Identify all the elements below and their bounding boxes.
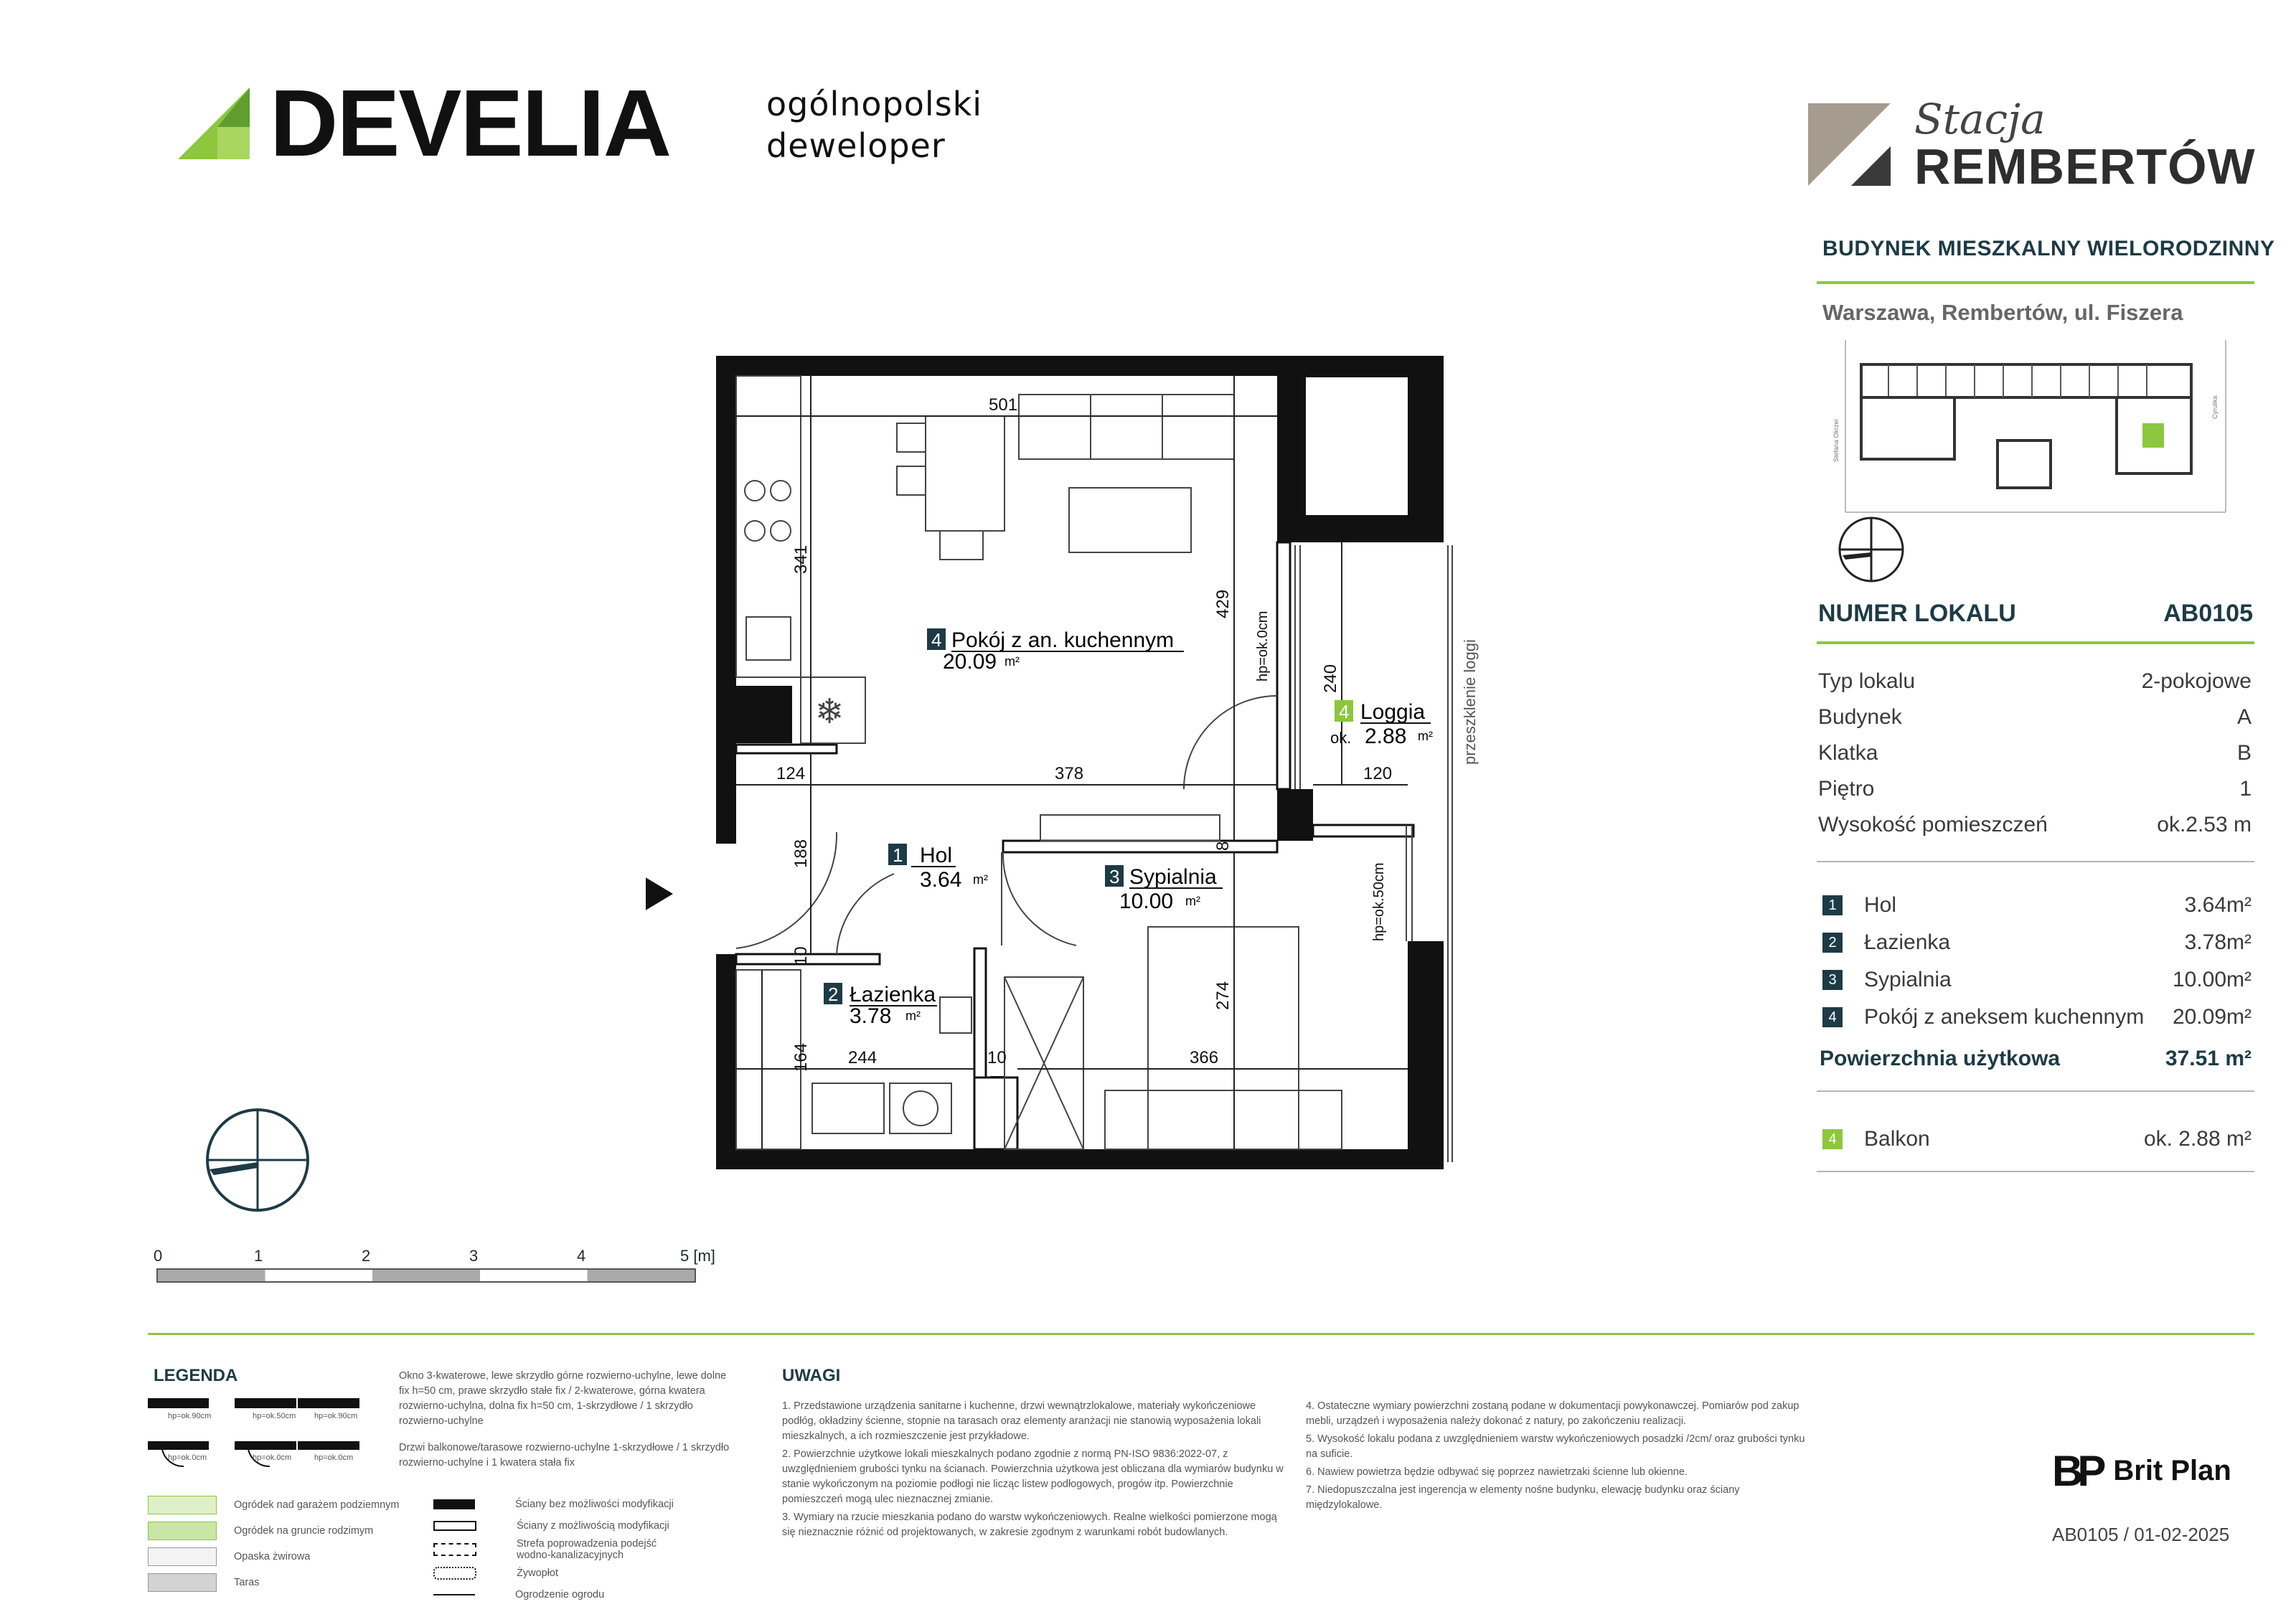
legend-door-note: Drzwi balkonowe/tarasowe rozwierno-uchylne 1-skrzydłowe / 1 skrzydło rozwierno-uchylne i 1 kwatera stała fix	[399, 1442, 730, 1468]
dim-164: 164	[791, 1042, 811, 1072]
bedroom-num: 3	[1109, 866, 1120, 887]
freezer-icon: ❄	[815, 693, 844, 731]
room-row: 4 Pokój z aneksem kuchennym 20.09m²	[1822, 999, 2252, 1036]
scale-tick: 2	[362, 1247, 371, 1265]
project-script: Stacja	[1914, 95, 2046, 143]
divider-details	[1817, 861, 2254, 862]
develia-logo	[178, 70, 723, 176]
bathroom-area: 3.78	[850, 1004, 892, 1028]
develia-tagline	[766, 83, 982, 166]
dim-274: 274	[1213, 981, 1233, 1010]
building-address: Warszawa, Rembertów, ul. Fiszera	[1822, 300, 2183, 325]
britplan-logo	[2052, 1446, 2231, 1496]
notes-col-1: 1. Przedstawione urządzenia sanitarne i kuchenne, drzwi wewnątrzlokalowe, materiały wykończeniowe podłóg, okładziny ścienne, stopnie na tarasach oraz elementy aranżacji nie stanowią wyposażenia lokali mieszkalnych, a ich rozmieszczenie jest przykładowe. 2. Powierzchnie użytkowe lokali mieszkalnych podano zgodnie z normą PN-ISO 9836:2022-07, z uwzględnieniem grubości tynku na ścianach. Powierzchnia użytkowa jest obliczana dla wymiarów budynku w stanie wykończonym na poziomie podłogi nie licząc listew podłogowych, progów itp. Powierzchnie pomieszczeń mogą ulec nieznacznej zmianie. 3. Wymiary na rzucie mieszkania podano do warstw wykończeniowych. Realne wielkości pomierzone mogą się nieznacznie różnić od projektowanych, w zakresie zgodnym z warunkami robót budowlanych.	[782, 1400, 1284, 1538]
bedroom-name: Sypialnia	[1129, 865, 1217, 889]
hall-name: Hol	[920, 844, 953, 867]
unit-number: AB0105	[2163, 600, 2253, 627]
loggia-area: 2.88	[1365, 725, 1407, 748]
entrance-arrow-icon	[646, 877, 673, 911]
dim-8: 8	[1213, 841, 1233, 851]
notes-title: UWAGI	[782, 1366, 841, 1385]
loggia-num: 4	[1339, 701, 1350, 722]
unit-number-label: NUMER LOKALU	[1818, 600, 2016, 627]
divider-footer	[148, 1333, 2254, 1335]
dim-240: 240	[1321, 664, 1340, 693]
building-type: BUDYNEK MIESZKALNY WIELORODZINNY	[1822, 237, 2275, 260]
dim-341: 341	[791, 544, 811, 574]
divider-unit	[1817, 641, 2254, 644]
living-name: Pokój z an. kuchennym	[951, 628, 1175, 652]
document-code: AB0105 / 01-02-2025	[2052, 1524, 2230, 1545]
dim-366: 366	[1190, 1048, 1219, 1067]
room-list	[1822, 887, 2252, 1078]
divider-balcony	[1817, 1171, 2254, 1172]
notes-col-2: 4. Ostateczne wymiary powierzchni zostaną podane w dokumentacji powykonawczej. Pomiarów pod zakup mebli, urządzeń i wyposażenia należy dokonać z natury, po zakończeniu realizacji. 5. Wysokość lokalu podana z uwzględnieniem warstw wykończeniowych posadzki /2cm/ oraz grubości tynku na suficie. 6. Nawiew powietrza będzie odbywać się poprzez nawietrzaki ścienne lub okienne. 7. Niedopuszczalna jest ingerencja w elementy nośne budynku, elewację budynku oraz ściany międzylokalowe.	[1306, 1400, 1805, 1511]
legend-lines: Ściany bez możliwości modyfikacji Ściany z możliwością modyfikacji Strefa poprowadzenia podejść wodno-kanalizacyjnych Żywopłot Ogrodzenie ogrodu	[433, 1494, 735, 1606]
site-street-left: Stefana Okrzei	[1832, 419, 1840, 462]
living-area: 20.09	[943, 650, 997, 674]
dim-10b: 10	[987, 1048, 1007, 1067]
total-row: Powierzchnia użytkowa 37.51 m²	[1820, 1047, 2252, 1070]
living-num: 4	[931, 629, 942, 651]
dim-244: 244	[848, 1048, 878, 1067]
loggia-name: Loggia	[1360, 700, 1426, 724]
site-street-right: Cyrulika	[2211, 395, 2219, 419]
dim-429: 429	[1213, 589, 1233, 618]
detail-row: Budynek A	[1818, 705, 2252, 729]
bathroom-unit: m²	[905, 1009, 921, 1023]
dim-124: 124	[776, 764, 806, 783]
loggia-unit: m²	[1418, 729, 1433, 743]
legend-title: LEGENDA	[154, 1366, 238, 1385]
room-row: 3 Sypialnia 10.00m²	[1822, 961, 2252, 999]
scale-tick: 4	[577, 1247, 586, 1265]
scale-tick: 0	[154, 1247, 163, 1265]
detail-row: Piętro 1	[1818, 777, 2252, 801]
scale-tick: 1	[254, 1247, 263, 1265]
bedroom-area: 10.00	[1119, 890, 1174, 913]
project-logo	[1808, 95, 2256, 194]
balcony-row: 4 Balkon ok. 2.88 m²	[1822, 1121, 2252, 1158]
project-mark-icon	[1808, 103, 1894, 189]
unit-details	[1818, 664, 2252, 843]
dim-378: 378	[1055, 764, 1084, 783]
legend-window-note: Okno 3-kwaterowe, lewe skrzydło górne rozwierno-uchylne, lewe dolne fix h=50 cm, prawe skrzydło stałe fix / 2-kwaterowe, górna kwatera rozwierno-uchylna, dolna fix h=50 cm, 1-skrzydłowe / 1 skrzydło rozwierno-uchylne	[399, 1370, 727, 1427]
legend-fills: Ogródek nad garażem podziemnym Ogródek na gruncie rodzimym Opaska żwirowa Taras	[148, 1492, 435, 1595]
room-row: 2 Łazienka 3.78m²	[1822, 924, 2252, 961]
dim-501: 501	[989, 395, 1018, 415]
note-glazing: przeszklenie loggi	[1461, 639, 1479, 765]
tagline-line-2: deweloper	[766, 126, 946, 165]
room-row: 1 Hol 3.64m²	[1822, 887, 2252, 924]
scale-tick: 5 [m]	[680, 1247, 715, 1265]
legend-window-symbols: hp=ok.90cm hp=ok.50cm hp=ok.90cm hp=ok.0cm hp=ok.0cm hp=ok.0cm	[148, 1396, 363, 1468]
note-hp50: hp=ok.50cm	[1371, 862, 1387, 941]
detail-row: Klatka B	[1818, 741, 2252, 765]
develia-mark-icon	[178, 88, 250, 159]
scale-bar	[154, 1247, 728, 1290]
bedroom-unit: m²	[1185, 894, 1200, 908]
living-unit: m²	[1004, 654, 1020, 669]
loggia-prefix: ok.	[1330, 729, 1352, 747]
divider-top	[1817, 281, 2254, 284]
divider-total	[1817, 1090, 2254, 1092]
detail-row: Typ lokalu 2-pokojowe	[1818, 669, 2252, 693]
hall-num: 1	[893, 844, 903, 866]
detail-row: Wysokość pomieszczeń ok.2.53 m	[1818, 813, 2252, 836]
bathroom-name: Łazienka	[850, 983, 936, 1006]
dim-188: 188	[791, 839, 811, 868]
develia-wordmark: DEVELIA	[270, 70, 671, 176]
site-map	[1817, 340, 2254, 584]
compass-icon	[204, 1106, 311, 1214]
dim-120: 120	[1363, 764, 1393, 783]
note-hp0: hp=ok.0cm	[1255, 610, 1271, 682]
tagline-line-1: ogólnopolski	[766, 85, 983, 123]
britplan-name: Brit Plan	[2113, 1455, 2231, 1486]
bathroom-num: 2	[828, 984, 839, 1005]
hall-area: 3.64	[920, 868, 962, 892]
scale-tick: 3	[469, 1247, 479, 1265]
dim-10a: 10	[791, 946, 811, 966]
hall-unit: m²	[973, 872, 988, 887]
britplan-mark-icon: BP	[2052, 1447, 2101, 1495]
site-compass-icon	[1837, 515, 1906, 584]
floor-plan	[646, 344, 1507, 1177]
project-name: REMBERTÓW	[1914, 138, 2256, 194]
